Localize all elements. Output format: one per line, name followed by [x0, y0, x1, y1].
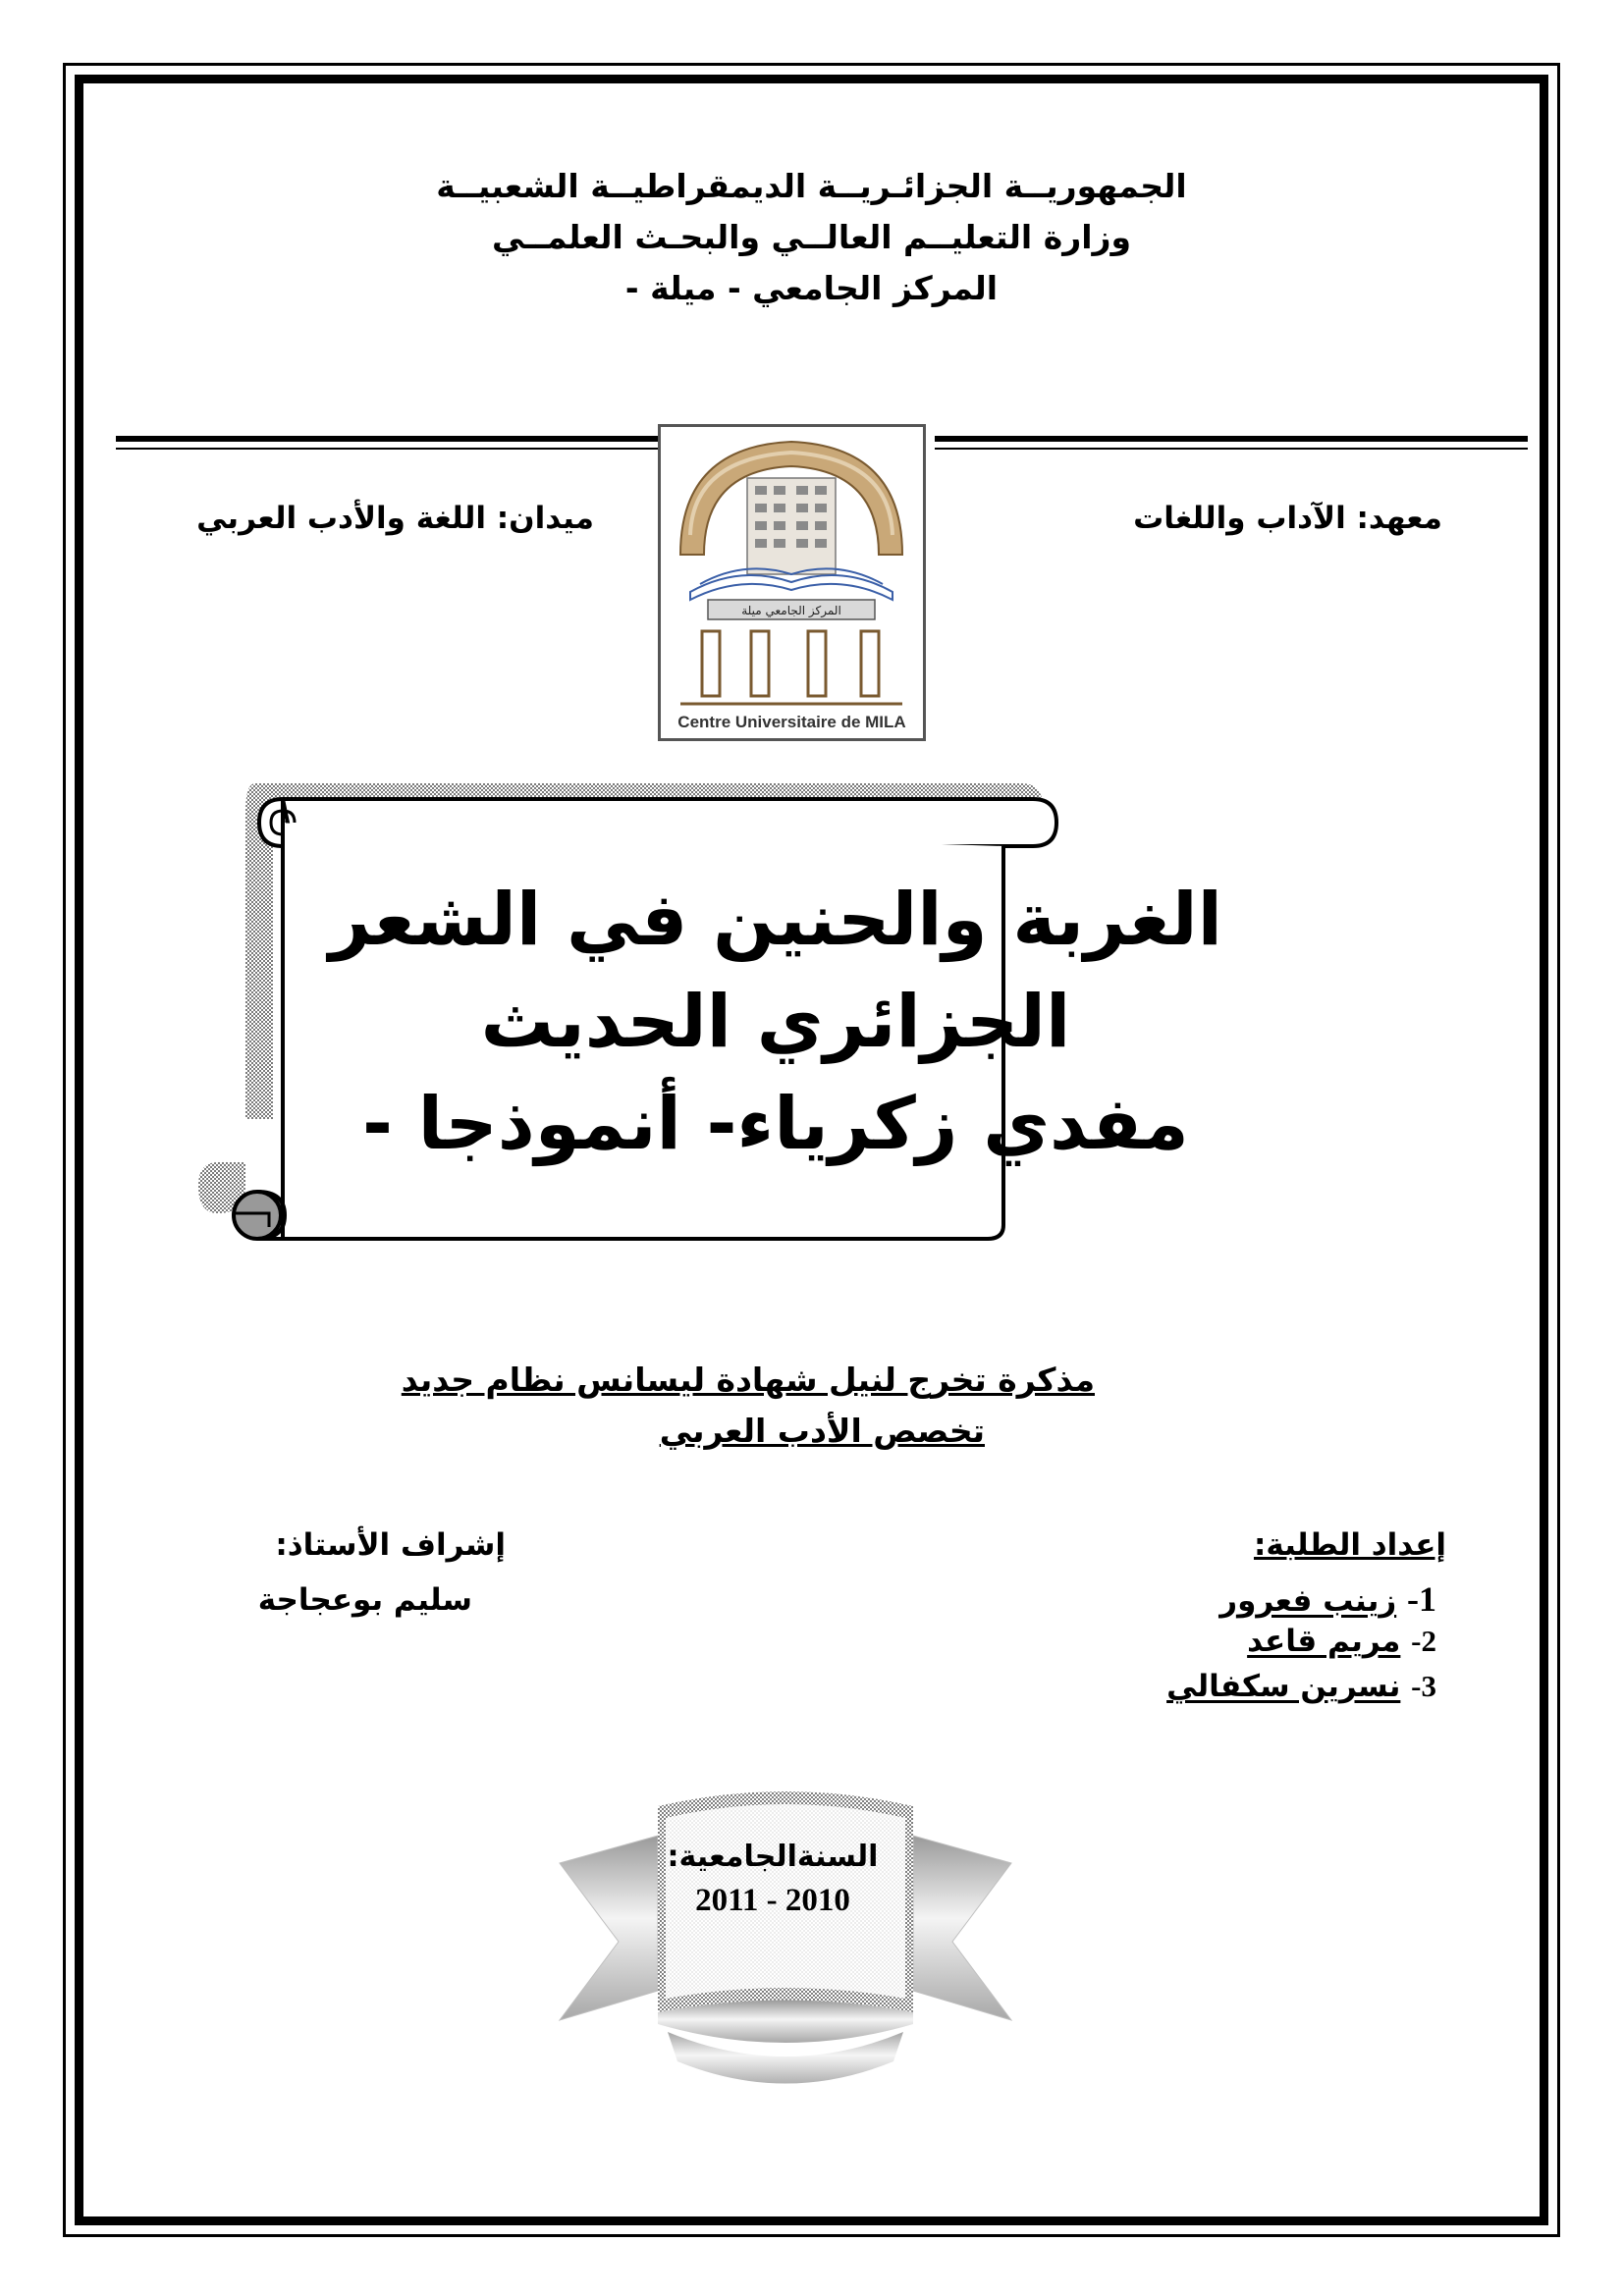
- students-heading: إعداد الطلبة:: [1253, 1527, 1446, 1563]
- student-number: 2-: [1411, 1624, 1436, 1658]
- header-republic: الجمهوريــة الجزائـريــة الديمقراطيــة الشعبيــة: [436, 167, 1187, 205]
- subtitle-specialty: تخصص الأدب العربي: [659, 1412, 985, 1450]
- year-ribbon: [530, 1767, 1041, 2120]
- student-number: 1-: [1407, 1579, 1436, 1619]
- logo-caption: Centre Universitaire de MILA: [677, 713, 906, 731]
- title-line-3: مفدي زكرياء- أنموذجا -: [362, 1082, 1189, 1166]
- academic-year-value: 2011 - 2010: [695, 1883, 850, 1918]
- field-label: ميدان: اللغة والأدب العربي: [196, 501, 594, 536]
- logo-inner-text: المركز الجامعي ميلة: [741, 604, 841, 617]
- student-name: نسرين سكفالي: [1166, 1669, 1401, 1704]
- header-center: المركز الجامعي - ميلة -: [624, 269, 999, 307]
- supervisor-name: سليم بوعجاجة: [257, 1582, 472, 1618]
- title-line-2: الجزائري الحديث: [480, 980, 1071, 1064]
- logo-building-emblem: [661, 427, 923, 738]
- student-number: 3-: [1411, 1669, 1436, 1703]
- student-item: [1166, 1669, 1436, 1704]
- academic-year-label: السنةالجامعية:: [667, 1840, 879, 1874]
- header-rule-left: [116, 436, 660, 450]
- student-name: زينب فعرور: [1219, 1583, 1397, 1619]
- student-name: مريم قاعد: [1247, 1624, 1401, 1659]
- header-rule-right: [935, 436, 1528, 450]
- institute-label: معهد: الآداب واللغات: [1133, 501, 1442, 536]
- supervisor-heading: إشراف الأستاذ:: [275, 1527, 506, 1563]
- student-item: [1247, 1624, 1436, 1659]
- student-item: [1219, 1578, 1436, 1620]
- title-line-1: الغربة والحنين في الشعر: [329, 878, 1222, 962]
- university-logo: [658, 424, 926, 741]
- header-ministry: وزارة التعليــم العالــي والبحـث العلمــي: [491, 218, 1132, 256]
- subtitle-degree: مذكرة تخرج لنيل شهادة ليسانس نظام جديد: [401, 1361, 1095, 1399]
